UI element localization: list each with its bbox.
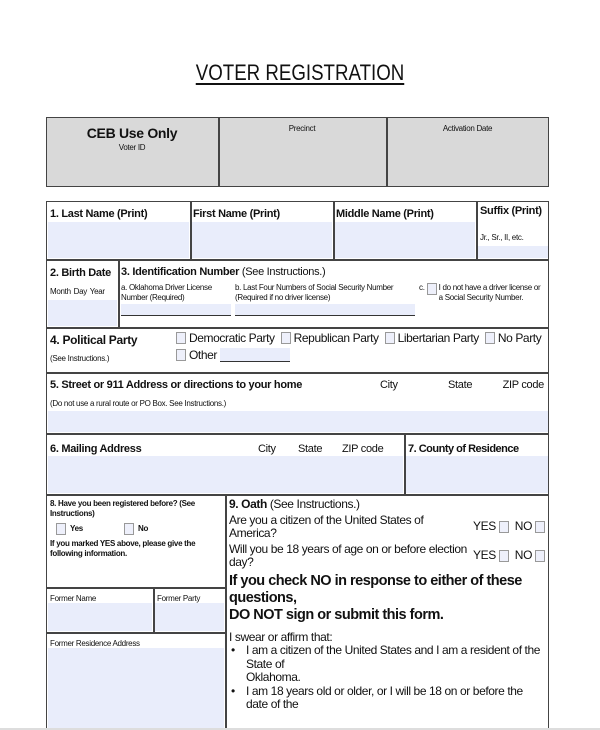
oath-warning-2: DO NOT sign or submit this form. [229,606,444,623]
citizen-no-label: NO [514,519,532,534]
mailing-address-label: 6. Mailing Address [50,443,142,455]
ssn-field[interactable] [235,304,415,316]
age-yes-label: YES [472,548,496,563]
mailing-zip-label: ZIP code [342,443,384,455]
street-zip-label: ZIP code [502,379,544,391]
no-id-prefix: c. [419,283,425,292]
registered-yes-checkbox[interactable] [56,523,66,535]
driver-license-label: a. Oklahoma Driver License Number [121,283,212,302]
first-name-label: First Name (Print) [193,208,280,220]
mailing-state-label: State [298,443,323,455]
registered-before-label: 8. Have you been registered before? (See [50,499,195,508]
oath-note: (See Instructions.) [266,497,360,511]
registered-yes-note-2: following information. [50,549,127,558]
mailing-address-field[interactable] [48,456,403,493]
voter-id-label: Voter ID [118,143,146,152]
street-city-label: City [380,379,398,391]
ssn-note: (Required if no driver license) [235,292,331,302]
citizen-question: Are you a citizen of the United States of America? [229,512,424,540]
former-party-field[interactable] [155,603,224,631]
suffix-hint: Jr., Sr., II, etc. [480,233,524,242]
former-name-label: Former Name [50,594,97,603]
swear-label: I swear or affirm that: [229,629,333,644]
oath-bullet-1: I am a citizen of the United States and I am a resident of the State of [246,643,541,671]
ssn-label: b. Last Four Numbers of Social Security Number [235,283,394,292]
party-republican-label: Republican Party [293,331,379,345]
mailing-city-label: City [258,443,276,455]
no-id-label-2: or a Social Security Number. [438,283,541,302]
bullet-icon: • [231,643,235,657]
first-name-field[interactable] [192,222,332,258]
political-party-label: 4. Political Party [50,333,138,347]
oath-label: 9. Oath [229,497,267,511]
party-other-checkbox[interactable] [176,349,186,361]
county-label: 7. County of Residence [408,443,519,455]
oath-bullet-2: I am 18 years old or older, or I will be 18 on or before the date of the [246,683,523,711]
former-address-field[interactable] [48,648,224,728]
former-name-field[interactable] [48,603,152,631]
oath-warning: If you check NO in response to either of these questions, [229,572,522,606]
party-other-field[interactable] [220,348,290,362]
registered-no-label: No [138,524,149,533]
driver-license-field[interactable] [121,304,231,316]
county-field[interactable] [406,456,548,493]
oath-bullet-1-cont: Oklahoma. [246,670,301,684]
registered-yes-label: Yes [70,524,83,533]
driver-license-note: (Required) [149,292,185,302]
former-address-label: Former Residence Address [50,639,140,648]
page-title: VOTER REGISTRATION [195,60,405,85]
party-libertarian-label: Libertarian Party [397,331,479,345]
no-id-checkbox[interactable] [427,283,437,295]
party-libertarian-checkbox[interactable] [385,332,395,344]
last-name-label: 1. Last Name (Print) [50,208,148,220]
street-address-note: (Do not use a rural route or PO Box. See Instructions.) [50,399,227,408]
middle-name-label: Middle Name (Print) [336,208,434,220]
former-party-label: Former Party [157,594,201,603]
party-none-checkbox[interactable] [485,332,495,344]
registered-yes-note: If you marked YES above, please give the [50,539,196,548]
age-question: Will you be 18 years of age on or before election day? [229,541,467,569]
activation-date-label: Activation Date [442,124,493,133]
citizen-yes-checkbox[interactable] [499,521,509,533]
birth-date-hint: Month Day Year [50,287,105,296]
registered-no-checkbox[interactable] [124,523,134,535]
age-no-checkbox[interactable] [535,550,545,562]
registered-before-label-2: Instructions) [50,509,95,518]
last-name-field[interactable] [48,222,189,258]
bullet-icon: • [231,683,235,698]
street-state-label: State [448,379,473,391]
no-id-label: I do not have a driver license [438,283,532,292]
party-democratic-checkbox[interactable] [176,332,186,344]
citizen-no-checkbox[interactable] [535,521,545,533]
party-none-label: No Party [497,331,542,345]
middle-name-field[interactable] [335,222,475,258]
suffix-label: Suffix (Print) [480,205,542,217]
birth-date-label: 2. Birth Date [50,267,111,279]
citizen-yes-label: YES [472,519,496,534]
id-number-note: (See Instructions.) [239,266,326,278]
ceb-heading: CEB Use Only [86,125,178,141]
age-no-label: NO [514,548,532,563]
street-address-field[interactable] [48,411,548,432]
party-other-label: Other [189,348,218,362]
suffix-field[interactable] [478,246,548,258]
political-party-note: (See Instructions.) [50,354,110,363]
id-number-label: 3. Identification Number [121,266,240,278]
birth-date-field[interactable] [48,300,117,326]
precinct-label: Precinct [288,124,316,133]
age-yes-checkbox[interactable] [499,550,509,562]
party-republican-checkbox[interactable] [281,332,291,344]
party-democratic-label: Democratic Party [189,331,275,345]
street-address-label: 5. Street or 911 Address or directions to your home [50,379,303,391]
